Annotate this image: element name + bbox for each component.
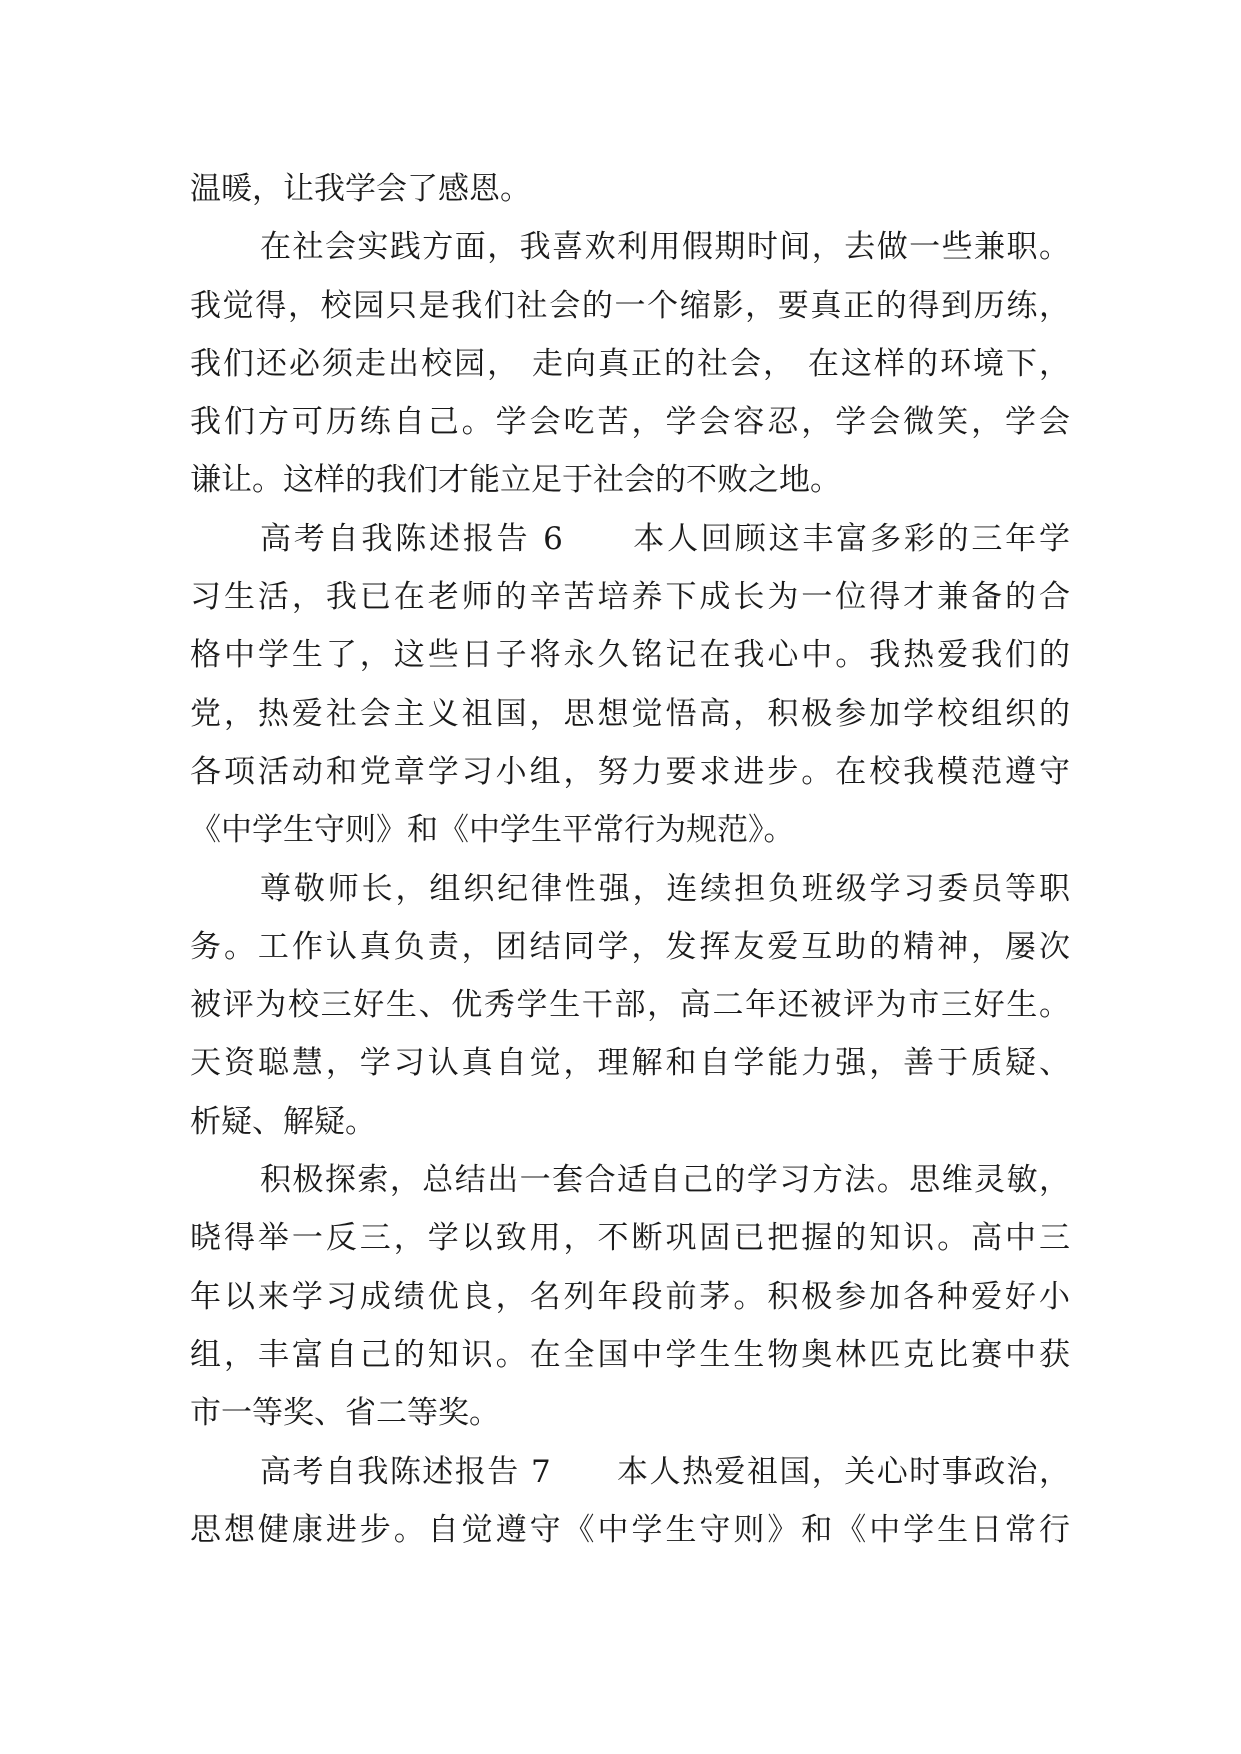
paragraph-first-line: 在社会实践方面，我喜欢利用假期时间，去做一些兼职。	[260, 229, 1070, 266]
document-body	[190, 160, 1070, 1559]
text-line: 《中学生守则》和《中学生平常行为规范》。	[190, 812, 795, 849]
text-line: 组，丰富自己的知识。在全国中学生生物奥林匹克比赛中获	[190, 1336, 1070, 1373]
paragraph-first-line: 尊敬师长，组织纪律性强，连续担负班级学习委员等职	[260, 870, 1070, 907]
text-line: 习生活，我已在老师的辛苦培养下成长为一位得才兼备的合	[190, 579, 1070, 616]
text-line: 我觉得，校园只是我们社会的一个缩影，要真正的得到历练，	[190, 287, 1070, 324]
text-line: 被评为校三好生、优秀学生干部，高二年还被评为市三好生。	[190, 987, 1070, 1024]
text-line: 思想健康进步。自觉遵守《中学生守则》和《中学生日常行	[190, 1511, 1070, 1548]
text-line: 我们还必须走出校园， 走向真正的社会， 在这样的环境下，	[190, 345, 1070, 382]
paragraph-first-line: 积极探索，总结出一套合适自己的学习方法。思维灵敏，	[260, 1162, 1070, 1199]
text-line: 我们方可历练自己。学会吃苦，学会容忍，学会微笑，学会	[190, 404, 1070, 441]
text-line: 务。工作认真负责，团结同学，发挥友爱互助的精神，屡次	[190, 928, 1070, 965]
paragraph-first-line: 高考自我陈述报告 6 本人回顾这丰富多彩的三年学	[260, 520, 1070, 557]
text-line: 谦让。这样的我们才能立足于社会的不败之地。	[190, 462, 841, 499]
text-line: 党，热爱社会主义祖国，思想觉悟高，积极参加学校组织的	[190, 695, 1070, 732]
paragraph-first-line: 高考自我陈述报告 7 本人热爱祖国，关心时事政治，	[260, 1453, 1070, 1490]
text-line: 温暖，让我学会了感恩。	[190, 171, 531, 207]
text-line: 天资聪慧，学习认真自觉，理解和自学能力强，善于质疑、	[190, 1045, 1070, 1082]
text-line: 格中学生了，这些日子将永久铭记在我心中。我热爱我们的	[190, 637, 1070, 674]
text-line: 市一等奖、省二等奖。	[190, 1395, 500, 1432]
text-line: 年以来学习成绩优良，名列年段前茅。积极参加各种爱好小	[190, 1278, 1070, 1315]
text-line: 晓得举一反三，学以致用，不断巩固已把握的知识。高中三	[190, 1220, 1070, 1257]
text-line: 各项活动和党章学习小组，努力要求进步。在校我模范遵守	[190, 753, 1070, 790]
text-line: 析疑、解疑。	[190, 1103, 376, 1140]
